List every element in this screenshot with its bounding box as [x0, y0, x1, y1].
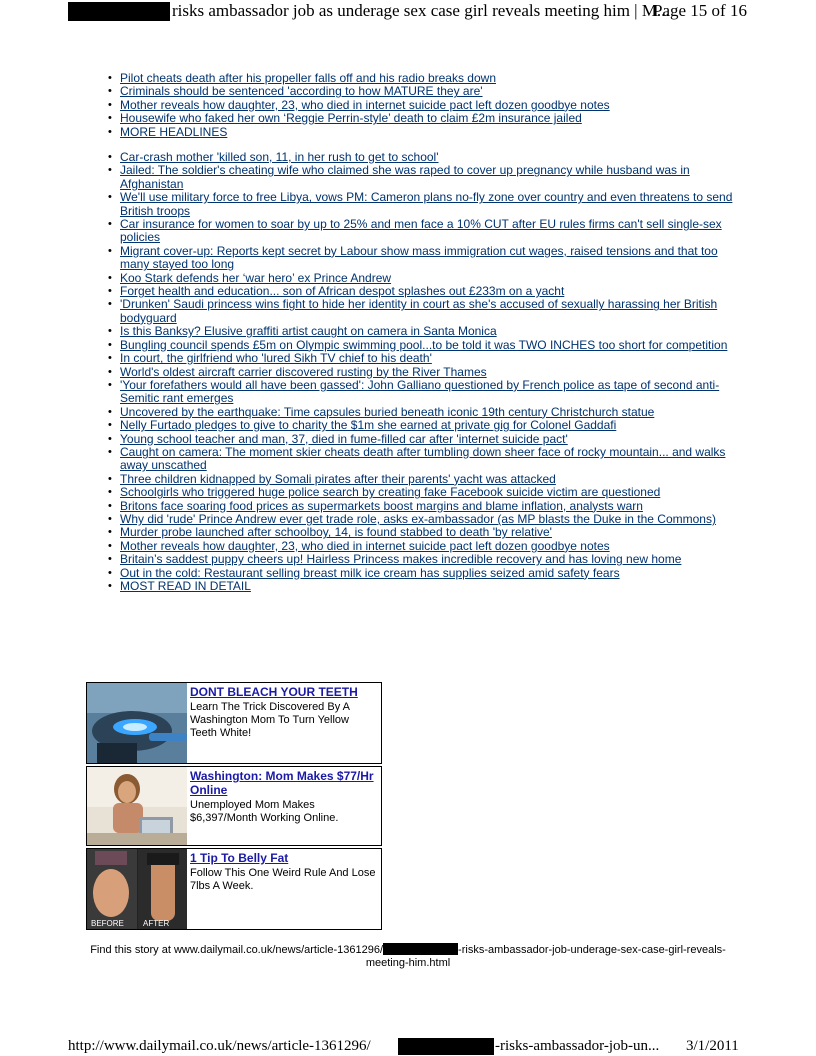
- list-item: [108, 540, 738, 553]
- headline-link[interactable]: Housewife who faked her own ‘Reggie Perrin-style’ death to claim £2m insurance jailed: [120, 111, 582, 126]
- ad-headline[interactable]: DONT BLEACH YOUR TEETH: [190, 685, 358, 699]
- most-read-link[interactable]: Koo Stark defends her ‘war hero’ ex Prince Andrew: [120, 270, 392, 285]
- most-read-link[interactable]: Forget health and education... son of African despot splashes out £233m on a yacht: [120, 284, 565, 299]
- list-item: [108, 526, 738, 539]
- list-item: [108, 191, 738, 218]
- headlines-list: [108, 72, 738, 139]
- list-item: [108, 164, 738, 191]
- most-read-link[interactable]: Bungling council spends £5m on Olympic swimming pool...to be told it was TWO INCHES too short for competition: [120, 337, 728, 352]
- ad-body: Unemployed Mom Makes $6,397/Month Working Online.: [190, 799, 339, 824]
- list-item: [108, 112, 738, 125]
- list-item: [108, 500, 738, 513]
- before-label: BEFORE: [91, 919, 124, 928]
- list-item: [108, 419, 738, 432]
- most-read-link[interactable]: Migrant cover-up: Reports kept secret by Labour show mass immigration cut wages, raised tensions and that too many stayed too long: [120, 243, 718, 272]
- list-item: [108, 298, 738, 325]
- list-item: [108, 272, 738, 285]
- find-story-prefix: Find this story at www.dailymail.co.uk/news/article-1361296/: [90, 944, 384, 956]
- redaction-bar: [68, 2, 170, 21]
- most-read-link[interactable]: Young school teacher and man, 37, died in fume-filled car after 'internet suicide pact': [120, 431, 568, 446]
- headline-link[interactable]: Criminals should be sentenced 'according to how MATURE they are': [120, 84, 483, 99]
- list-item: [108, 473, 738, 486]
- list-item: [108, 99, 738, 112]
- headline-link[interactable]: Pilot cheats death after his propeller falls off and his radio breaks down: [120, 71, 496, 85]
- most-read-link[interactable]: Britain’s saddest puppy cheers up! Hairless Princess makes incredible recovery and has loving new home: [120, 552, 682, 567]
- ad-mom-image[interactable]: [87, 767, 187, 845]
- most-read-link[interactable]: We'll use military force to free Libya, vows PM: Cameron plans no-fly zone over country and even threatens to send British troops: [120, 190, 733, 218]
- ad-teeth[interactable]: [86, 682, 382, 764]
- page-header: [0, 0, 816, 30]
- most-read-link[interactable]: Schoolgirls who triggered huge police search by creating fake Facebook suicide victim are questioned: [120, 485, 661, 500]
- ad-mom-text: [190, 769, 377, 825]
- list-item: [108, 339, 738, 352]
- list-item: [108, 85, 738, 98]
- page-number: Page 15 of 16: [653, 1, 747, 20]
- page-footer: [0, 1036, 816, 1056]
- most-read-link[interactable]: 'Your forefathers would all have been gassed': John Galliano questioned by French police as tape of second anti-Semitic rant emerges: [120, 377, 720, 406]
- list-item: [108, 325, 738, 338]
- most-read-link[interactable]: In court, the girlfriend who 'lured Sikh TV chief to his death': [120, 351, 432, 366]
- more-headlines-link[interactable]: MORE HEADLINES: [120, 124, 228, 139]
- find-story-line: [80, 943, 736, 970]
- after-label: AFTER: [143, 919, 170, 928]
- ad-teeth-image[interactable]: [87, 683, 187, 763]
- find-story-suffix: -risks-ambassador-job-underage-sex-case-girl-reveals-meeting-him.html: [365, 944, 726, 969]
- list-item: [108, 567, 738, 580]
- ad-body: Follow This One Weird Rule And Lose 7lbs A Week.: [190, 867, 376, 892]
- ad-headline[interactable]: Washington: Mom Makes $77/Hr Online: [190, 769, 374, 797]
- list-item: [108, 352, 738, 365]
- list-item: [108, 433, 738, 446]
- footer-url-prefix: http://www.dailymail.co.uk/news/article-1361296/: [68, 1038, 371, 1054]
- list-item: [108, 379, 738, 406]
- most-read-list: [108, 151, 738, 593]
- page-title: risks ambassador job as underage sex case girl reveals meeting him | M...: [172, 1, 670, 20]
- most-read-link[interactable]: Murder probe launched after schoolboy, 14, is found stabbed to death 'by relative': [120, 525, 552, 540]
- list-item: [108, 218, 738, 245]
- most-read-link[interactable]: Three children kidnapped by Somali pirates after their parents' yacht was attacked: [120, 471, 556, 486]
- redaction-bar: [383, 943, 458, 955]
- list-item: [108, 406, 738, 419]
- most-read-link[interactable]: Britons face soaring food prices as supermarkets boost margins and blame inflation, analysts warn: [120, 498, 643, 513]
- list-item: [108, 126, 738, 139]
- list-item: [108, 446, 738, 473]
- ad-belly-text: [190, 851, 377, 893]
- ad-belly-image[interactable]: [87, 849, 187, 929]
- list-item: [108, 151, 738, 164]
- list-item: [108, 513, 738, 526]
- most-read-link[interactable]: Jailed: The soldier's cheating wife who claimed she was raped to cover up pregnancy while husband was in Afghanistan: [120, 163, 690, 191]
- most-read-detail-link[interactable]: MOST READ IN DETAIL: [120, 579, 251, 593]
- footer-url-suffix: -risks-ambassador-job-un...: [495, 1038, 660, 1054]
- most-read-link[interactable]: Is this Banksy? Elusive graffiti artist caught on camera in Santa Monica: [120, 324, 497, 339]
- most-read-link[interactable]: Nelly Furtado pledges to give to charity the $1m she earned at private gig for Colonel Gaddafi: [120, 418, 617, 433]
- ad-headline[interactable]: 1 Tip To Belly Fat: [190, 851, 289, 865]
- most-read-link[interactable]: Caught on camera: The moment skier cheats death after tumbling down sheer face of rocky mountain... and walks away unscathed: [120, 444, 726, 473]
- redaction-bar: [398, 1038, 494, 1055]
- footer-date: 3/1/2011: [686, 1038, 739, 1054]
- ad-belly-fat[interactable]: [86, 848, 382, 930]
- most-read-link[interactable]: Uncovered by the earthquake: Time capsules buried beneath iconic 19th century Christchurch statue: [120, 404, 655, 419]
- list-item: [108, 580, 738, 593]
- list-item: [108, 366, 738, 379]
- headline-link[interactable]: Mother reveals how daughter, 23, who died in internet suicide pact left dozen goodbye notes: [120, 97, 610, 112]
- ad-body: Learn The Trick Discovered By A Washington Mom To Turn Yellow Teeth White!: [190, 701, 350, 739]
- list-item: [108, 72, 738, 85]
- most-read-link[interactable]: Car-crash mother 'killed son, 11, in her rush to get to school': [120, 150, 439, 164]
- ad-teeth-text: [190, 685, 377, 740]
- most-read-link[interactable]: Out in the cold: Restaurant selling breast milk ice cream has supplies seized amid safety fears: [120, 565, 620, 580]
- most-read-link[interactable]: World's oldest aircraft carrier discovered rusting by the River Thames: [120, 364, 487, 379]
- list-item: [108, 486, 738, 499]
- most-read-link[interactable]: Mother reveals how daughter, 23, who died in internet suicide pact left dozen goodbye notes: [120, 538, 610, 553]
- list-item: [108, 245, 738, 272]
- list-item: [108, 553, 738, 566]
- most-read-link[interactable]: 'Drunken' Saudi princess wins fight to hide her identity in court as she's accused of sexually harassing her British bodyguard: [120, 297, 718, 325]
- list-item: [108, 285, 738, 298]
- ad-mom-online[interactable]: [86, 766, 382, 846]
- most-read-link[interactable]: Why did 'rude' Prince Andrew ever get trade role, asks ex-ambassador (as MP blasts the Duke in the Commons): [120, 511, 716, 526]
- most-read-link[interactable]: Car insurance for women to soar by up to 25% and men face a 10% CUT after EU rules firms can't sell single-sex policies: [120, 217, 722, 245]
